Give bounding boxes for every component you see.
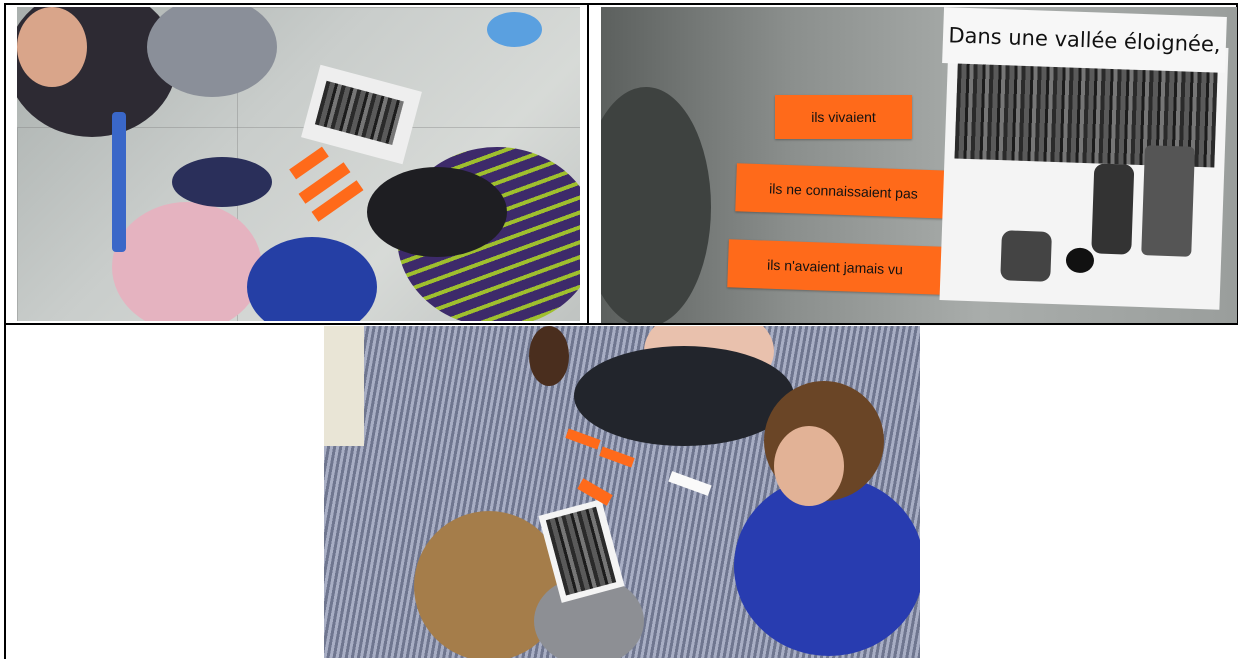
orange-label-a (565, 428, 600, 449)
label-card-ils-vivaient: ils vivaient (775, 95, 912, 139)
white-label (668, 471, 711, 496)
photo-children-floor-cards (17, 7, 580, 321)
child-face-right (774, 426, 844, 506)
child-navy-pants (172, 157, 272, 207)
photo-children-carpet (324, 326, 920, 658)
illustration-cat (1066, 247, 1095, 273)
border-middle-horizontal (4, 323, 1238, 325)
title-strip: Dans une vallée éloignée, (942, 7, 1227, 73)
orange-label-b (599, 446, 634, 467)
child-dark-legs (574, 346, 794, 446)
border-middle-vertical (587, 3, 589, 325)
label-card-ils-n-avaient-jamais-vu: ils n'avaient jamais vu (727, 239, 943, 294)
border-left (4, 3, 6, 659)
wall-corner (324, 326, 364, 446)
hand-shadow (601, 87, 711, 323)
child-face (17, 7, 87, 87)
illustration-sheet (940, 38, 1229, 310)
child-dark-trousers (367, 167, 507, 257)
illustration-barrel (1000, 230, 1052, 282)
child-blue-hoodie (734, 476, 920, 656)
blue-toy (487, 12, 542, 47)
illustration-well (1141, 145, 1195, 257)
illustration-figure (1091, 163, 1134, 254)
border-top (4, 3, 1238, 5)
label-card-ils-ne-connaissaient-pas: ils ne connaissaient pas (735, 163, 952, 218)
chair-leg (112, 112, 126, 252)
shoe-brown (529, 326, 569, 386)
child-pink-coat (112, 202, 262, 321)
